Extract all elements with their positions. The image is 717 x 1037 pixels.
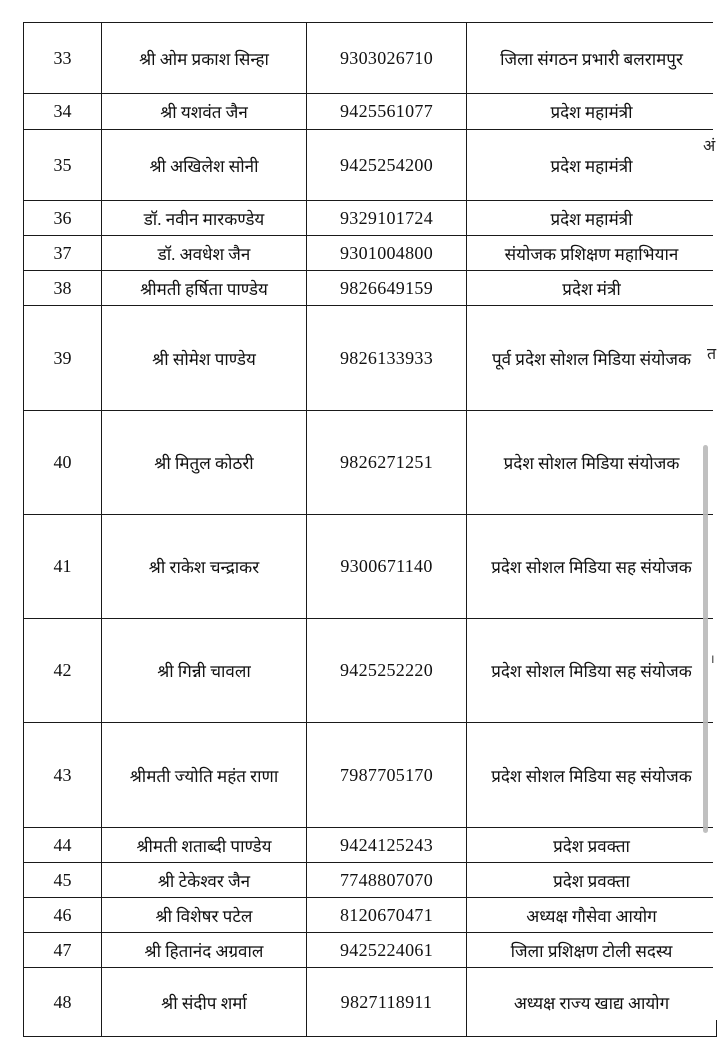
designation: प्रदेश महामंत्री (467, 130, 717, 201)
serial-number: 44 (24, 828, 102, 863)
serial-number: 48 (24, 968, 102, 1037)
table-row (24, 201, 717, 236)
table-row (24, 411, 717, 515)
serial-number: 37 (24, 236, 102, 271)
designation: प्रदेश महामंत्री (467, 201, 717, 236)
member-name: डॉ. अवधेश जैन (102, 236, 307, 271)
member-name: डॉ. नवीन मारकण्डेय (102, 201, 307, 236)
designation: प्रदेश मंत्री (467, 271, 717, 306)
phone-number: 9425224061 (307, 933, 467, 968)
serial-number: 38 (24, 271, 102, 306)
table-row (24, 619, 717, 723)
phone-number: 9303026710 (307, 23, 467, 94)
phone-number: 7987705170 (307, 723, 467, 828)
member-table (23, 22, 717, 1037)
table-row (24, 828, 717, 863)
serial-number: 45 (24, 863, 102, 898)
table-row (24, 236, 717, 271)
clipped-glyph: । (710, 652, 715, 666)
phone-number: 9300671140 (307, 515, 467, 619)
table-body (24, 23, 717, 1037)
phone-number: 9425561077 (307, 94, 467, 130)
designation: प्रदेश सोशल मिडिया सह संयोजक (467, 723, 717, 828)
designation: प्रदेश प्रवक्ता (467, 828, 717, 863)
phone-number: 9424125243 (307, 828, 467, 863)
table-row (24, 94, 717, 130)
clipped-glyph: अं (703, 136, 716, 155)
serial-number: 40 (24, 411, 102, 515)
table-row (24, 723, 717, 828)
phone-number: 9827118911 (307, 968, 467, 1037)
clipped-column (713, 22, 717, 1020)
designation: जिला संगठन प्रभारी बलरामपुर (467, 23, 717, 94)
phone-number: 9301004800 (307, 236, 467, 271)
phone-number: 9826649159 (307, 271, 467, 306)
designation: प्रदेश सोशल मिडिया संयोजक (467, 411, 717, 515)
serial-number: 47 (24, 933, 102, 968)
table-row (24, 933, 717, 968)
member-name: श्रीमती हर्षिता पाण्डेय (102, 271, 307, 306)
serial-number: 41 (24, 515, 102, 619)
clipped-glyph: त (707, 344, 717, 363)
scrollbar[interactable] (703, 445, 708, 833)
table-row (24, 23, 717, 94)
designation: अध्यक्ष राज्य खाद्य आयोग (467, 968, 717, 1037)
serial-number: 42 (24, 619, 102, 723)
phone-number: 9425252220 (307, 619, 467, 723)
table-row (24, 898, 717, 933)
table-row (24, 130, 717, 201)
phone-number: 9329101724 (307, 201, 467, 236)
serial-number: 36 (24, 201, 102, 236)
member-name: श्री राकेश चन्द्राकर (102, 515, 307, 619)
phone-number: 9826133933 (307, 306, 467, 411)
designation: प्रदेश सोशल मिडिया सह संयोजक (467, 619, 717, 723)
serial-number: 39 (24, 306, 102, 411)
member-name: श्री टेकेश्वर जैन (102, 863, 307, 898)
designation: प्रदेश प्रवक्ता (467, 863, 717, 898)
designation: संयोजक प्रशिक्षण महाभियान (467, 236, 717, 271)
table-row (24, 271, 717, 306)
serial-number: 43 (24, 723, 102, 828)
designation: प्रदेश सोशल मिडिया सह संयोजक (467, 515, 717, 619)
member-name: श्री मितुल कोठरी (102, 411, 307, 515)
table-row (24, 515, 717, 619)
phone-number: 8120670471 (307, 898, 467, 933)
serial-number: 35 (24, 130, 102, 201)
member-name: श्री अखिलेश सोनी (102, 130, 307, 201)
serial-number: 34 (24, 94, 102, 130)
table-row (24, 863, 717, 898)
designation: प्रदेश महामंत्री (467, 94, 717, 130)
member-name: श्री विशेषर पटेल (102, 898, 307, 933)
member-name: श्री हितानंद अग्रवाल (102, 933, 307, 968)
phone-number: 9425254200 (307, 130, 467, 201)
member-name: श्रीमती शताब्दी पाण्डेय (102, 828, 307, 863)
phone-number: 9826271251 (307, 411, 467, 515)
serial-number: 33 (24, 23, 102, 94)
member-name: श्रीमती ज्योति महंत राणा (102, 723, 307, 828)
table-row (24, 306, 717, 411)
designation: अध्यक्ष गौसेवा आयोग (467, 898, 717, 933)
designation: पूर्व प्रदेश सोशल मिडिया संयोजक (467, 306, 717, 411)
member-name: श्री गिन्नी चावला (102, 619, 307, 723)
table-row (24, 968, 717, 1037)
member-name: श्री सोमेश पाण्डेय (102, 306, 307, 411)
phone-number: 7748807070 (307, 863, 467, 898)
serial-number: 46 (24, 898, 102, 933)
member-name: श्री यशवंत जैन (102, 94, 307, 130)
designation: जिला प्रशिक्षण टोली सदस्य (467, 933, 717, 968)
member-name: श्री संदीप शर्मा (102, 968, 307, 1037)
member-name: श्री ओम प्रकाश सिन्हा (102, 23, 307, 94)
